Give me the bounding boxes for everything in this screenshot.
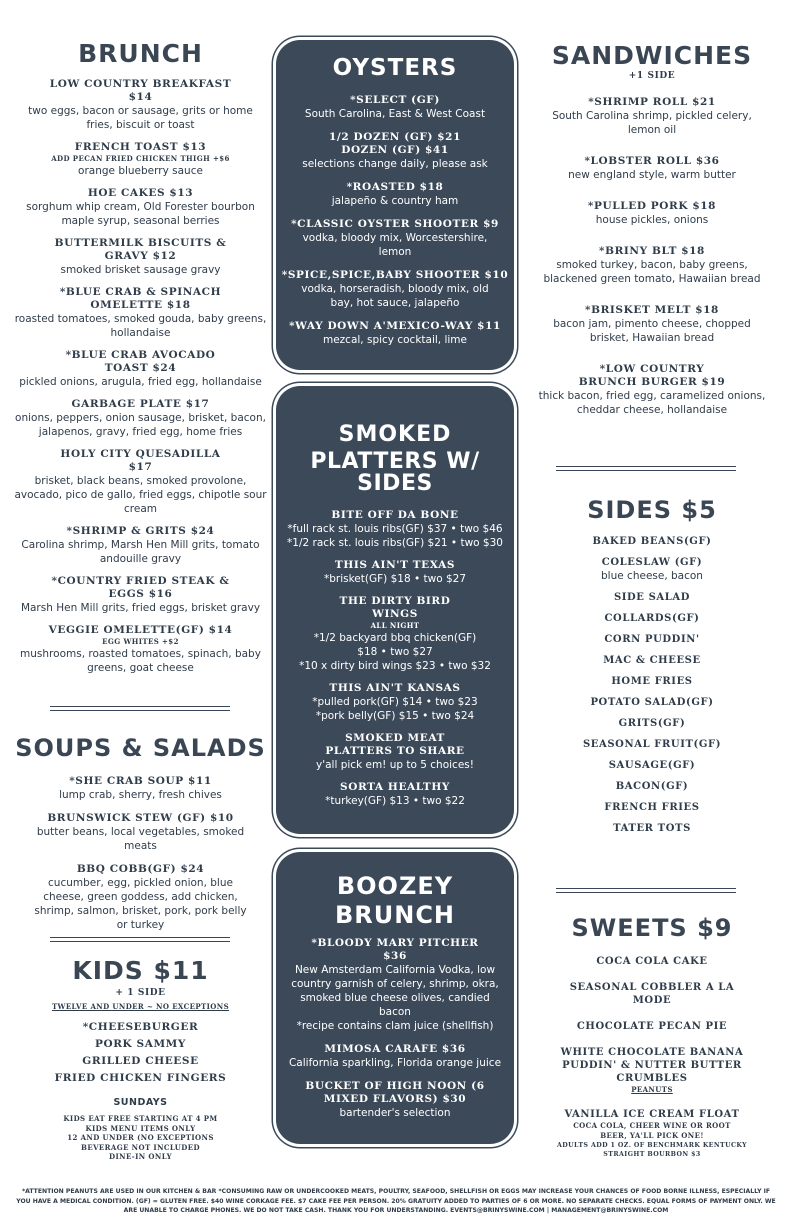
menu-item <box>518 696 786 709</box>
menu-item-name: *SHE CRAB SOUP $11 <box>69 775 212 787</box>
menu-item <box>276 181 514 208</box>
menu-item-name: *CLASSIC OYSTER SHOOTER $9 <box>291 218 499 230</box>
menu-item-name: *BRISKET MELT $18 <box>585 304 719 316</box>
boozey-list <box>276 937 514 1120</box>
divider <box>556 888 736 893</box>
menu-item-description: South Carolina, East & West Coast <box>304 108 486 120</box>
kids-list <box>8 1021 273 1089</box>
menu-item-description: y'all pick em! up to 5 choices! <box>316 759 474 771</box>
menu-item-description: South Carolina shrimp, pickled celery, lemon oil <box>552 110 752 136</box>
menu-item-name: COLESLAW (GF) <box>601 557 703 568</box>
menu-item-description: *turkey(GF) $13 • two $22 <box>325 795 465 807</box>
sundays-line: KIDS MENU ITEMS ONLY <box>85 1123 196 1133</box>
menu-item <box>518 1046 786 1095</box>
menu-item-name: *BLUE CRAB AVOCADO TOAST $24 <box>65 349 216 374</box>
oysters-title: OYSTERS <box>332 55 458 81</box>
menu-item-name: WHITE CHOCOLATE BANANA PUDDIN' & NUTTER BUTTER CRUMBLES <box>560 1047 744 1084</box>
oysters-list <box>276 94 514 347</box>
menu-item-name: *BLOODY MARY PITCHER $36 <box>311 937 479 962</box>
menu-item-note: ADD PECAN FRIED CHICKEN THIGH +$6 <box>51 154 230 163</box>
menu-item <box>518 633 786 646</box>
menu-item-name: POTATO SALAD(GF) <box>590 697 714 708</box>
menu-item <box>518 535 786 548</box>
menu-item-name: BBQ COBB(GF) $24 <box>76 863 205 875</box>
menu-item <box>276 218 514 259</box>
menu-item-name: SORTA HEALTHY <box>340 781 450 793</box>
menu-item-name: BACON(GF) <box>615 781 689 792</box>
menu-item-description: smoked turkey, bacon, baby greens, blackened green tomato, Hawaiian bread <box>543 259 761 285</box>
menu-item-description: jalapeño & country ham <box>331 195 459 207</box>
kids-note: TWELVE AND UNDER ~ NO EXCEPTIONS <box>51 1002 230 1011</box>
kids-menu-item: FRIED CHICKEN FINGERS <box>54 1072 227 1084</box>
menu-item <box>276 1080 514 1120</box>
menu-item-name: SAUSAGE(GF) <box>608 760 696 771</box>
menu-item-name: SEASONAL FRUIT(GF) <box>582 739 722 750</box>
boozey-title-line2: BRUNCH <box>334 901 456 929</box>
menu-item-name: TATER TOTS <box>613 823 691 834</box>
menu-item-description: orange blueberry sauce <box>78 165 203 177</box>
smoked-title-line1: SMOKED <box>338 422 452 447</box>
divider <box>556 466 736 471</box>
menu-item-name: GARBAGE PLATE $17 <box>71 398 210 410</box>
menu-item-description: mezcal, spicy cocktail, lime <box>322 334 467 346</box>
kids-title: KIDS $11 <box>72 956 209 985</box>
menu-item <box>8 237 273 277</box>
menu-item <box>518 245 786 286</box>
menu-item <box>276 781 514 808</box>
menu-item <box>518 822 786 835</box>
menu-item-tag: PEANUTS <box>631 1085 673 1094</box>
menu-item-name: BRUNSWICK STEW (GF) $10 <box>47 812 234 824</box>
divider <box>50 937 230 942</box>
menu-item-description: roasted tomatoes, smoked gouda, baby greens, hollandaise <box>14 313 267 339</box>
menu-item-name: *BRINY BLT $18 <box>599 245 705 257</box>
menu-item <box>518 759 786 772</box>
menu-item <box>276 1043 514 1070</box>
menu-item <box>518 556 786 583</box>
menu-item <box>518 780 786 793</box>
menu-item-name: *SPICE,SPICE,BABY SHOOTER $10 <box>281 269 509 281</box>
menu-item-name: FRENCH FRIES <box>604 802 700 813</box>
menu-item-name: *COUNTRY FRIED STEAK & EGGS $16 <box>51 575 230 600</box>
menu-item <box>276 269 514 310</box>
menu-item-note: COCA COLA, CHEER WINE OR ROOT BEER, YA'LL PICK ONE! <box>573 1121 731 1140</box>
menu-item <box>276 732 514 772</box>
menu-item <box>276 320 514 347</box>
menu-item <box>518 1108 786 1159</box>
menu-item-name: COLLARDS(GF) <box>604 613 700 624</box>
sides-title: SIDES $5 <box>587 496 717 524</box>
menu-item-name: BUTTERMILK BISCUITS & GRAVY $12 <box>54 237 227 262</box>
menu-item <box>276 509 514 550</box>
menu-item <box>518 591 786 604</box>
brunch-title: BRUNCH <box>78 39 203 68</box>
menu-item-description: bacon jam, pimento cheese, chopped brisket, Hawaiian bread <box>553 318 751 344</box>
sundays-title: SUNDAYS <box>113 1097 168 1108</box>
menu-item-name: *ROASTED $18 <box>346 181 444 193</box>
menu-item-description: *brisket(GF) $18 • two $27 <box>323 573 467 585</box>
menu-item-description: lump crab, sherry, fresh chives <box>59 789 222 801</box>
menu-item-name: *WAY DOWN A'MEXICO-WAY $11 <box>289 320 501 332</box>
menu-item <box>518 304 786 345</box>
menu-item-name: SMOKED MEAT PLATTERS TO SHARE <box>325 732 465 757</box>
boozey-title-line1: BOOZEY <box>336 872 454 900</box>
menu-item-name: 1/2 DOZEN (GF) $21 DOZEN (GF) $41 <box>328 131 461 156</box>
menu-item <box>8 525 273 566</box>
sweets-title: SWEETS $9 <box>571 914 733 942</box>
boozey-panel <box>276 852 514 1144</box>
kids-menu-item: PORK SAMMY <box>94 1038 187 1050</box>
sundays-line: 12 AND UNDER (NO EXCEPTIONS <box>67 1133 214 1142</box>
menu-item-name: *SHRIMP & GRITS $24 <box>66 525 215 537</box>
menu-item-description: house pickles, onions <box>595 214 709 226</box>
menu-item-description: vodka, horseradish, bloody mix, old bay, hot sauce, jalapeño <box>301 283 489 309</box>
menu-item <box>8 624 273 675</box>
soups-title: SOUPS & SALADS <box>15 734 266 762</box>
menu-item <box>8 448 273 516</box>
menu-item-name: BUCKET OF HIGH NOON (6 MIXED FLAVORS) $30 <box>305 1080 485 1105</box>
menu-item <box>518 155 786 182</box>
footer-disclaimer: *ATTENTION PEANUTS ARE USED IN OUR KITCHEN & BAR *CONSUMING RAW OR UNDERCOOKED MEATS, POULTRY, SEAFOOD, SHELLFISH OR EGGS MAY INCREASE YOUR CHANCES OF FOOD BORNE ILLNESS, ESPECIALLY IF YOU HAVE A MEDICAL CONDITION. (GF) = GLUTEN FREE. $40 WINE CORKAGE FEE. $7 CAKE FEE PER PERSON. 20% GRATUITY ADDED TO PARTIES OF 6 OR MORE. NO SEPARATE CHECKS. EQUAL FORMS OF PAYMENT ONLY. WE ARE UNABLE TO CHARGE PHONES. WE DO NOT TAKE CASH. THANK YOU FOR UNDERSTANDING. EVENTS@BRINYSWINE.COM | MANAGEMENT@BRINYSWINE.COM <box>16 1188 776 1214</box>
soups-list <box>8 775 273 942</box>
kids-subtitle: + 1 SIDE <box>115 988 166 998</box>
menu-item <box>8 187 273 228</box>
sundays-line: BEVERAGE NOT INCLUDED <box>81 1142 200 1152</box>
sweets-list <box>518 955 786 1172</box>
kids-menu-item: *CHEESEBURGER <box>82 1021 199 1033</box>
menu-item-note: ALL NIGHT <box>370 621 420 630</box>
menu-item <box>518 981 786 1007</box>
menu-item-description: two eggs, bacon or sausage, grits or home fries, biscuit or toast <box>28 105 253 131</box>
menu-item-name: LOW COUNTRY BREAKFAST $14 <box>49 78 232 103</box>
oysters-panel <box>276 40 514 370</box>
menu-item <box>518 801 786 814</box>
menu-item <box>518 654 786 667</box>
menu-item-description: vodka, bloody mix, Worcestershire, lemon <box>302 232 488 258</box>
menu-item-description: butter beans, local vegetables, smoked meats <box>36 826 245 852</box>
menu-item <box>8 286 273 340</box>
menu-item <box>518 717 786 730</box>
menu-item <box>518 96 786 137</box>
menu-item-name: *BLUE CRAB & SPINACH OMELETTE $18 <box>59 286 222 311</box>
menu-item-description: *pulled pork(GF) $14 • two $23 *pork belly(GF) $15 • two $24 <box>312 696 478 722</box>
menu-item-name: HOME FRIES <box>611 676 693 687</box>
menu-item-name: HOE CAKES $13 <box>87 187 194 199</box>
menu-item <box>276 131 514 171</box>
menu-item <box>276 559 514 586</box>
menu-item-description: pickled onions, arugula, fried egg, hollandaise <box>19 376 262 388</box>
smoked-title-line2: PLATTERS W/ SIDES <box>310 449 480 496</box>
menu-item-name: *PULLED PORK $18 <box>587 200 717 212</box>
menu-item-name: THIS AIN'T KANSAS <box>329 682 461 694</box>
menu-item-note: ADULTS ADD 1 OZ. OF BENCHMARK KENTUCKY STRAIGHT BOURBON $3 <box>556 1142 748 1158</box>
divider <box>50 706 230 711</box>
menu-item-name: THIS AIN'T TEXAS <box>334 559 456 571</box>
menu-item <box>518 955 786 968</box>
menu-item-name: SIDE SALAD <box>613 592 691 603</box>
menu-item-name: FRENCH TOAST $13 <box>74 141 207 153</box>
menu-item <box>518 675 786 688</box>
menu-item-name: *LOW COUNTRY BRUNCH BURGER $19 <box>578 363 726 388</box>
menu-item-description: onions, peppers, onion sausage, brisket, bacon, jalapenos, gravy, fried egg, home fries <box>15 412 266 438</box>
menu-item-description: selections change daily, please ask <box>302 158 488 170</box>
menu-item-name: MAC & CHEESE <box>603 655 701 666</box>
sundays-list <box>8 1114 273 1162</box>
menu-item-description: bartender's selection <box>339 1107 451 1119</box>
menu-item-name: CHOCOLATE PECAN PIE <box>576 1021 728 1032</box>
menu-item-description: brisket, black beans, smoked provolone, avocado, pico de gallo, fried eggs, chipotle sour cream <box>14 475 267 515</box>
menu-item-name: COCA COLA CAKE <box>596 956 708 967</box>
menu-item <box>8 863 273 932</box>
menu-item <box>8 575 273 615</box>
menu-item-name: CORN PUDDIN' <box>604 634 700 645</box>
menu-item-description: blue cheese, bacon <box>601 570 703 582</box>
sundays-line: KIDS EAT FREE STARTING AT 4 PM <box>63 1114 218 1123</box>
menu-item-description: *1/2 backyard bbq chicken(GF) $18 • two $27 *10 x dirty bird wings $23 • two $32 <box>299 632 491 672</box>
sides-list <box>518 535 786 843</box>
menu-item-description: mushrooms, roasted tomatoes, spinach, baby greens, goat cheese <box>20 648 261 674</box>
menu-item <box>8 398 273 439</box>
menu-item-name: VANILLA ICE CREAM FLOAT <box>564 1109 740 1120</box>
menu-item-name: HOLY CITY QUESADILLA $17 <box>60 448 221 473</box>
smoked-panel <box>276 386 514 834</box>
menu-item <box>518 200 786 227</box>
menu-item <box>276 937 514 1033</box>
menu-item <box>8 141 273 178</box>
menu-item-description: Marsh Hen Mill grits, fried eggs, brisket gravy <box>20 602 261 614</box>
menu-item <box>276 595 514 673</box>
menu-item-description: Carolina shrimp, Marsh Hen Mill grits, tomato andouille gravy <box>21 539 260 565</box>
menu-item-description: California sparkling, Florida orange juice <box>288 1057 502 1069</box>
brunch-list <box>8 78 273 684</box>
menu-item-name: BAKED BEANS(GF) <box>592 536 712 547</box>
menu-item-description: thick bacon, fried egg, caramelized onions, cheddar cheese, hollandaise <box>538 390 766 416</box>
sandwiches-subtitle: +1 SIDE <box>628 71 676 81</box>
menu-item-description: new england style, warm butter <box>568 169 736 181</box>
menu-item-note: EGG WHITES +$2 <box>102 637 179 646</box>
menu-item <box>276 94 514 121</box>
menu-item-description: smoked brisket sausage gravy <box>60 264 221 276</box>
menu-item-name: VEGGIE OMELETTE(GF) $14 <box>48 624 233 636</box>
sandwiches-title: SANDWICHES <box>551 41 753 70</box>
menu-item-description: cucumber, egg, pickled onion, blue cheese, green goddess, add chicken, shrimp, salmon, brisket, pork, pork belly or turkey <box>34 877 247 931</box>
menu-item-description: *full rack st. louis ribs(GF) $37 • two $46 *1/2 rack st. louis ribs(GF) $21 • two $30 <box>287 523 503 549</box>
menu-item-name: MIMOSA CARAFE $36 <box>324 1043 466 1055</box>
menu-item-name: *SELECT (GF) <box>350 94 440 106</box>
menu-item-name: *LOBSTER ROLL $36 <box>584 155 720 167</box>
sundays-line: DINE-IN ONLY <box>109 1152 172 1161</box>
menu-item <box>276 682 514 723</box>
menu-item-name: SEASONAL COBBLER A LA MODE <box>569 982 735 1006</box>
menu-item-name: BITE OFF DA BONE <box>331 509 459 521</box>
menu-item <box>8 349 273 389</box>
menu-item-name: THE DIRTY BIRD WINGS <box>339 595 451 620</box>
menu-item <box>518 738 786 751</box>
menu-item <box>518 612 786 625</box>
smoked-list <box>276 509 514 808</box>
menu-item <box>8 78 273 132</box>
menu-item <box>518 363 786 417</box>
menu-item-description: New Amsterdam California Vodka, low country garnish of celery, shrimp, okra, smoked blue cheese olives, candied bacon *recipe contains clam juice (shellfish) <box>291 964 499 1032</box>
menu-item <box>518 1020 786 1033</box>
menu-item <box>8 812 273 853</box>
sandwiches-list <box>518 96 786 435</box>
menu-item-name: GRITS(GF) <box>618 718 686 729</box>
menu-item-name: *SHRIMP ROLL $21 <box>588 96 716 108</box>
kids-menu-item: GRILLED CHEESE <box>82 1055 199 1067</box>
menu-item-description: sorghum whip cream, Old Forester bourbon maple syrup, seasonal berries <box>26 201 255 227</box>
menu-item <box>8 775 273 802</box>
